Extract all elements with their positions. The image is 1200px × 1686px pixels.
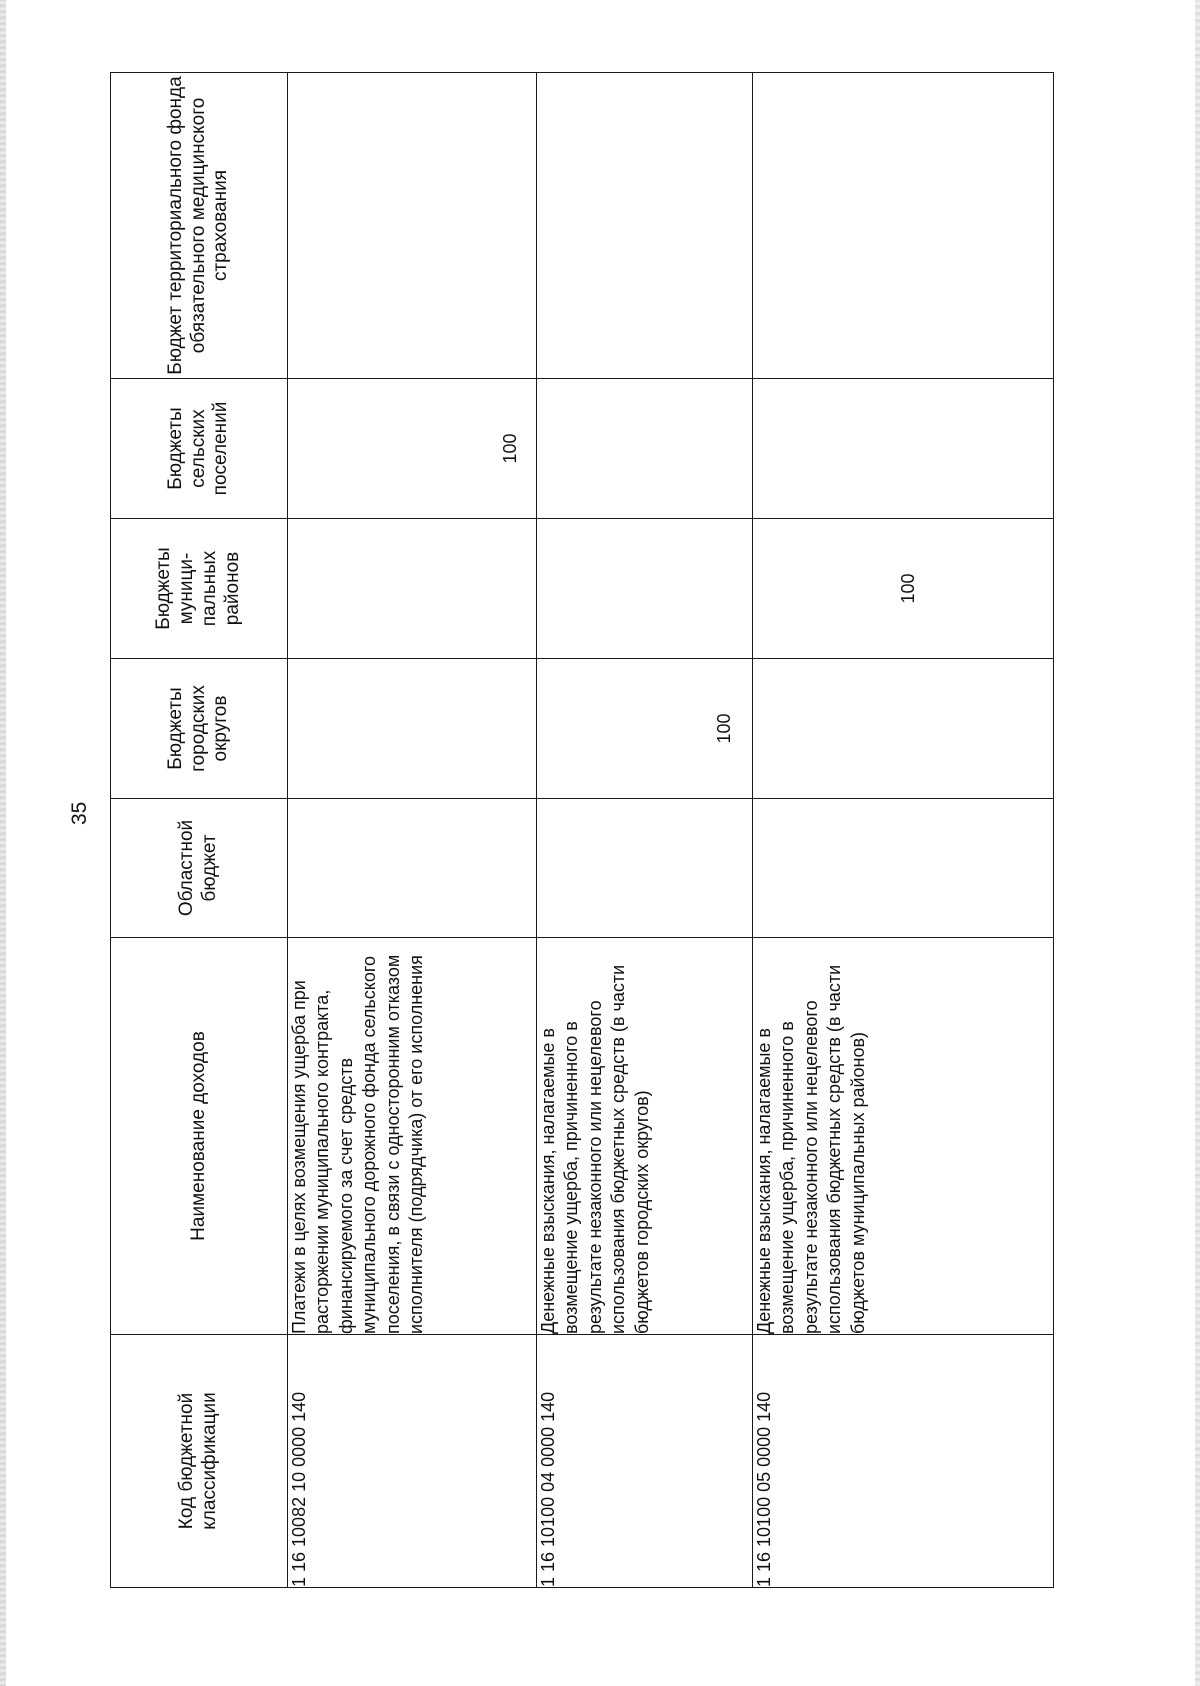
row-regional [537,799,753,938]
row-city-districts: 100 [537,659,753,799]
table-row [288,73,537,1588]
table-header-row [111,73,288,1588]
table-row [537,73,753,1588]
row-code: 1 16 10100 04 0000 140 [537,1335,753,1588]
row-health-insurance-fund [537,73,753,379]
table-row [753,73,1054,1588]
row-municipal-districts [288,519,537,659]
scan-edge-right [1195,0,1200,1686]
row-name: Денежные взыскания, налагаемые в возмещение ущерба, причиненного в результате незаконного или нецелевого использования бюджетных средств (в части бюджетов городских округов) [537,938,753,1335]
row-health-insurance-fund [753,73,1054,379]
rotated-table-wrapper [110,73,1053,1588]
row-health-insurance-fund [288,73,537,379]
row-rural-settlements [537,379,753,519]
header-name: Наименование доходов [111,938,288,1335]
revenue-distribution-table [110,72,1054,1588]
row-regional [288,799,537,938]
row-name: Платежи в целях возмещения ущерба при расторжении муниципального контракта, финансируемого за счет средств муниципального дорожного фонда сельского поселения, в связи с односторонним отказом исполнителя (подрядчика) от его исполнения [288,938,537,1335]
header-rural-settlements: Бюджеты сельских поселений [111,379,288,519]
row-municipal-districts: 100 [753,519,1054,659]
header-city-districts: Бюджеты городских округов [111,659,288,799]
page-number: 35 [68,801,91,825]
row-city-districts [288,659,537,799]
row-city-districts [753,659,1054,799]
row-code: 1 16 10100 05 0000 140 [753,1335,1054,1588]
row-regional [753,799,1054,938]
header-regional: Областной бюджет [111,799,288,938]
row-name: Денежные взыскания, налагаемые в возмещение ущерба, причиненного в результате незаконного или нецелевого использования бюджетных средств (в части бюджетов муниципальных районов) [753,938,1054,1335]
row-code: 1 16 10082 10 0000 140 [288,1335,537,1588]
header-municipal-districts: Бюджеты муници-пальных районов [111,519,288,659]
row-rural-settlements [753,379,1054,519]
scan-edge-left [0,0,6,1686]
header-health-insurance-fund: Бюджет территориального фонда обязательного медицинского страхования [111,73,288,379]
row-municipal-districts [537,519,753,659]
header-code: Код бюджетной классификации [111,1335,288,1588]
row-rural-settlements: 100 [288,379,537,519]
